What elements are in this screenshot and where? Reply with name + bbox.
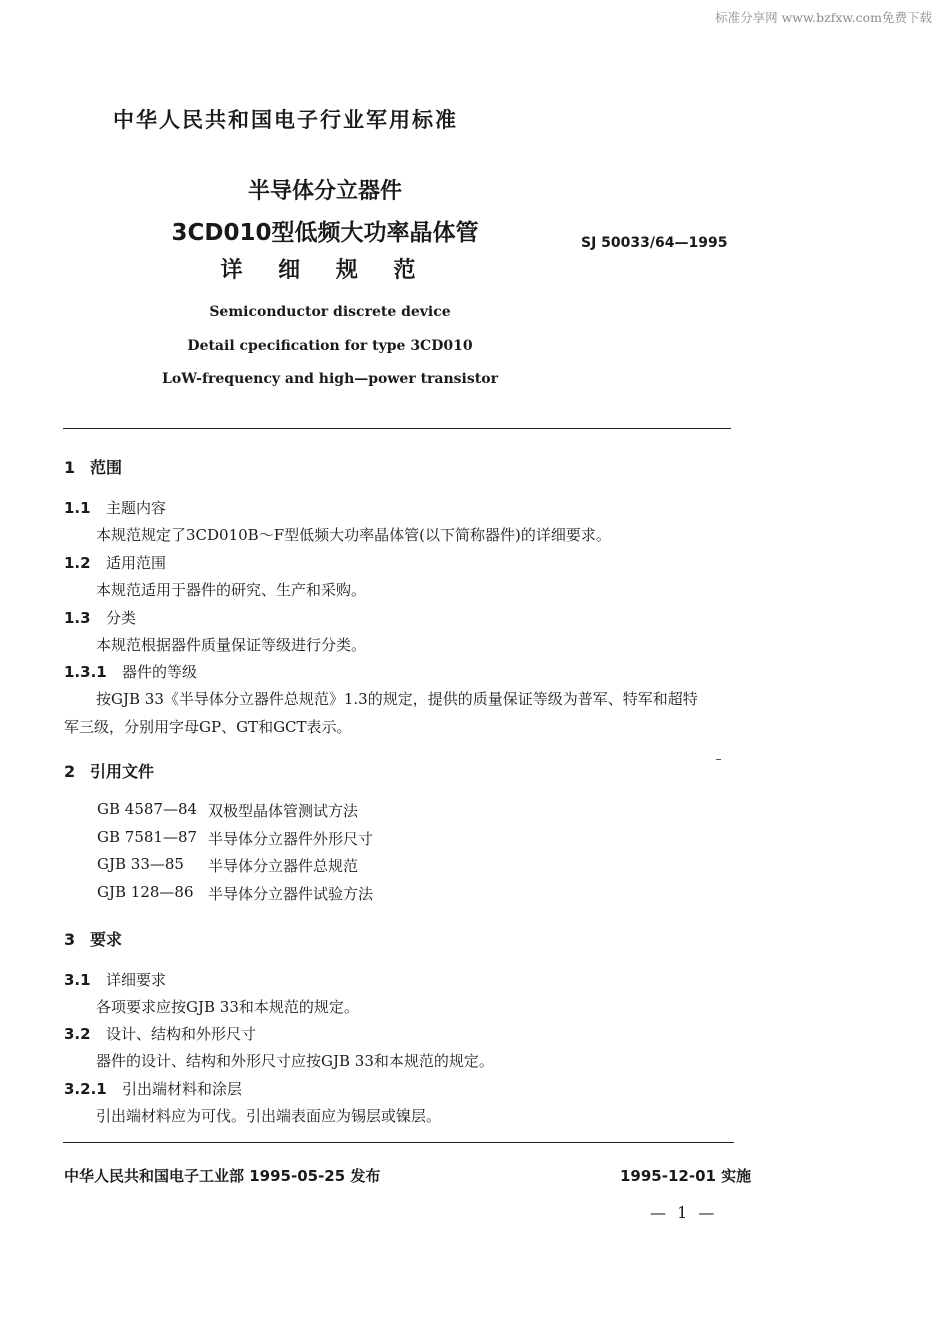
section-number: 3.2 xyxy=(64,1025,91,1043)
section-title: 引出端材料和涂层 xyxy=(122,1080,243,1098)
reference-code: GB 7581—87 xyxy=(97,828,198,846)
reference-code: GJB 128—86 xyxy=(97,883,194,901)
section-2-heading xyxy=(64,759,154,782)
section-number: 3.1 xyxy=(64,971,91,989)
section-1-3-1-text-line-1: 按GJB 33《半导体分立器件总规范》1.3的规定，提供的质量保证等级为普军、特军和超特 xyxy=(96,690,698,708)
section-1-2-heading xyxy=(64,552,166,573)
section-1-1-text: 本规范规定了3CD010B～F型低频大功率晶体管(以下简称器件)的详细要求。 xyxy=(96,526,611,544)
section-title: 主题内容 xyxy=(106,499,167,517)
section-number: 1.3.1 xyxy=(64,663,107,681)
section-1-3-1-heading xyxy=(64,661,197,682)
stray-mark xyxy=(716,759,721,760)
document-title-line-3: 详 细 规 范 xyxy=(220,258,430,283)
english-title-line-1: Semiconductor discrete device xyxy=(209,304,451,320)
section-title: 设计、结构和外形尺寸 xyxy=(106,1025,257,1043)
effective-date: 1995-12-01 实施 xyxy=(620,1167,752,1185)
section-1-3-heading xyxy=(64,607,136,628)
reference-title: 半导体分立器件试验方法 xyxy=(208,885,374,903)
issue-info: 中华人民共和国电子工业部 1995-05-25 发布 xyxy=(64,1167,381,1185)
section-3-heading xyxy=(64,927,122,950)
reference-title: 半导体分立器件外形尺寸 xyxy=(208,830,374,848)
section-title: 范围 xyxy=(90,458,123,477)
header-divider xyxy=(63,428,731,429)
section-3-1-heading xyxy=(64,969,166,990)
section-title: 引用文件 xyxy=(90,762,155,781)
standard-code: SJ 50033/64—1995 xyxy=(581,235,728,251)
section-1-1-heading xyxy=(64,497,166,518)
section-title: 要求 xyxy=(90,930,123,949)
section-3-2-1-heading xyxy=(64,1078,242,1099)
reference-title: 双极型晶体管测试方法 xyxy=(208,802,359,820)
section-1-3-text: 本规范根据器件质量保证等级进行分类。 xyxy=(96,636,367,654)
page-number: — 1 — xyxy=(650,1203,718,1222)
section-title: 详细要求 xyxy=(106,971,167,989)
section-1-2-text: 本规范适用于器件的研究、生产和采购。 xyxy=(96,581,367,599)
english-title-line-2: Detail cpecification for type 3CD010 xyxy=(187,338,473,354)
section-number: 3.2.1 xyxy=(64,1080,107,1098)
section-number: 1.3 xyxy=(64,609,91,627)
section-title: 分类 xyxy=(106,609,137,627)
standard-category-title: 中华人民共和国电子行业军用标准 xyxy=(113,108,458,132)
document-title-line-1: 半导体分立器件 xyxy=(247,179,402,204)
reference-code: GJB 33—85 xyxy=(97,855,184,873)
section-number: 1.2 xyxy=(64,554,91,572)
watermark-text: 标准分享网 www.bzfxw.com免费下载 xyxy=(715,10,932,25)
section-number: 1 xyxy=(64,458,76,477)
reference-title: 半导体分立器件总规范 xyxy=(208,857,359,875)
english-title-line-3: LoW-frequency and high—power transistor xyxy=(162,371,498,387)
section-number: 3 xyxy=(64,930,76,949)
section-number: 2 xyxy=(64,762,76,781)
section-number: 1.1 xyxy=(64,499,91,517)
section-3-2-1-text: 引出端材料应为可伐。引出端表面应为锡层或镍层。 xyxy=(96,1107,442,1125)
reference-code: GB 4587—84 xyxy=(97,800,198,818)
section-title: 器件的等级 xyxy=(122,663,198,681)
section-3-2-heading xyxy=(64,1023,256,1044)
section-1-heading xyxy=(64,455,122,478)
footer-divider xyxy=(63,1142,734,1143)
section-3-1-text: 各项要求应按GJB 33和本规范的规定。 xyxy=(96,998,359,1016)
section-title: 适用范围 xyxy=(106,554,167,572)
section-1-3-1-text-line-2: 军三级，分别用字母GP、GT和GCT表示。 xyxy=(64,718,352,736)
section-3-2-text: 器件的设计、结构和外形尺寸应按GJB 33和本规范的规定。 xyxy=(96,1052,494,1070)
document-title-line-2: 3CD010型低频大功率晶体管 xyxy=(171,220,479,246)
